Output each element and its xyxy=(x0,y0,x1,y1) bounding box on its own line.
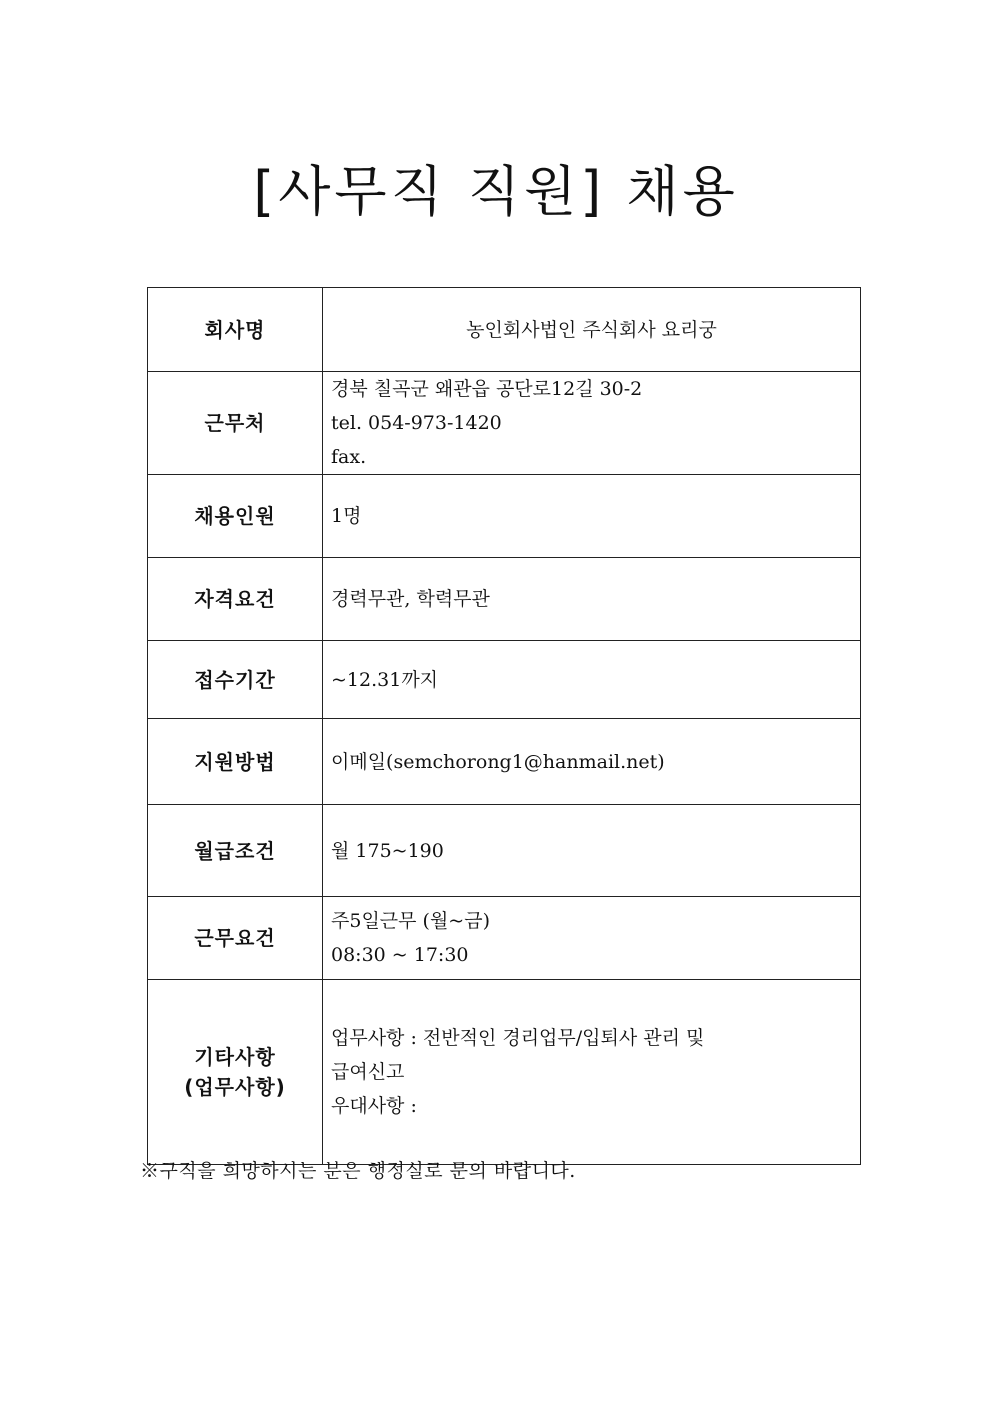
value-qualifications xyxy=(323,558,861,641)
value-other-notes xyxy=(323,980,861,1165)
table-row xyxy=(148,897,861,980)
phone-line: tel. 054-973-1420 xyxy=(331,412,502,434)
label-company-name: 회사명 xyxy=(148,288,323,372)
duties-line: 업무사항 : 전반적인 경리업무/입퇴사 관리 및 xyxy=(331,1027,705,1049)
label-headcount: 채용인원 xyxy=(148,475,323,558)
preference-line: 우대사항 : xyxy=(331,1095,417,1117)
label-line: (업무사항) xyxy=(184,1075,286,1099)
table-row xyxy=(148,641,861,719)
footnote: ※구직을 희망하시는 분은 행정실로 문의 바랍니다. xyxy=(140,1160,576,1182)
value-headcount xyxy=(323,475,861,558)
label-other-notes xyxy=(148,980,323,1165)
value-line: 1명 xyxy=(331,505,362,527)
table-row xyxy=(148,288,861,372)
page-title: [사무직 직원] 채용 xyxy=(253,160,739,223)
table-row xyxy=(148,805,861,897)
address-line: 경북 칠곡군 왜관읍 공단로12길 30-2 xyxy=(331,378,643,400)
hours-line: 08:30 ~ 17:30 xyxy=(331,944,469,966)
workdays-line: 주5일근무 (월~금) xyxy=(331,910,490,932)
label-qualifications: 자격요건 xyxy=(148,558,323,641)
value-workplace xyxy=(323,372,861,475)
label-workplace: 근무처 xyxy=(148,372,323,475)
value-salary xyxy=(323,805,861,897)
table-row xyxy=(148,475,861,558)
label-application-method: 지원방법 xyxy=(148,719,323,805)
label-salary: 월급조건 xyxy=(148,805,323,897)
table-row xyxy=(148,980,861,1165)
value-line: 농인회사법인 주식회사 요리궁 xyxy=(466,318,717,341)
value-line: 월 175~190 xyxy=(331,839,444,862)
job-info-table xyxy=(147,287,861,1165)
value-line: 경력무관, 학력무관 xyxy=(331,588,490,610)
label-line: 기타사항 xyxy=(194,1045,276,1069)
value-company-name xyxy=(323,288,861,372)
table-row xyxy=(148,719,861,805)
table-row xyxy=(148,558,861,641)
label-work-conditions: 근무요건 xyxy=(148,897,323,980)
value-application-method xyxy=(323,719,861,805)
table-row xyxy=(148,372,861,475)
label-application-period: 접수기간 xyxy=(148,641,323,719)
value-line: ~12.31까지 xyxy=(331,668,439,691)
value-application-period xyxy=(323,641,861,719)
fax-line: fax. xyxy=(331,446,367,468)
email-line: 이메일(semchorong1@hanmail.net) xyxy=(331,750,665,773)
value-work-conditions xyxy=(323,897,861,980)
duties-line-continued: 급여신고 xyxy=(331,1061,405,1083)
